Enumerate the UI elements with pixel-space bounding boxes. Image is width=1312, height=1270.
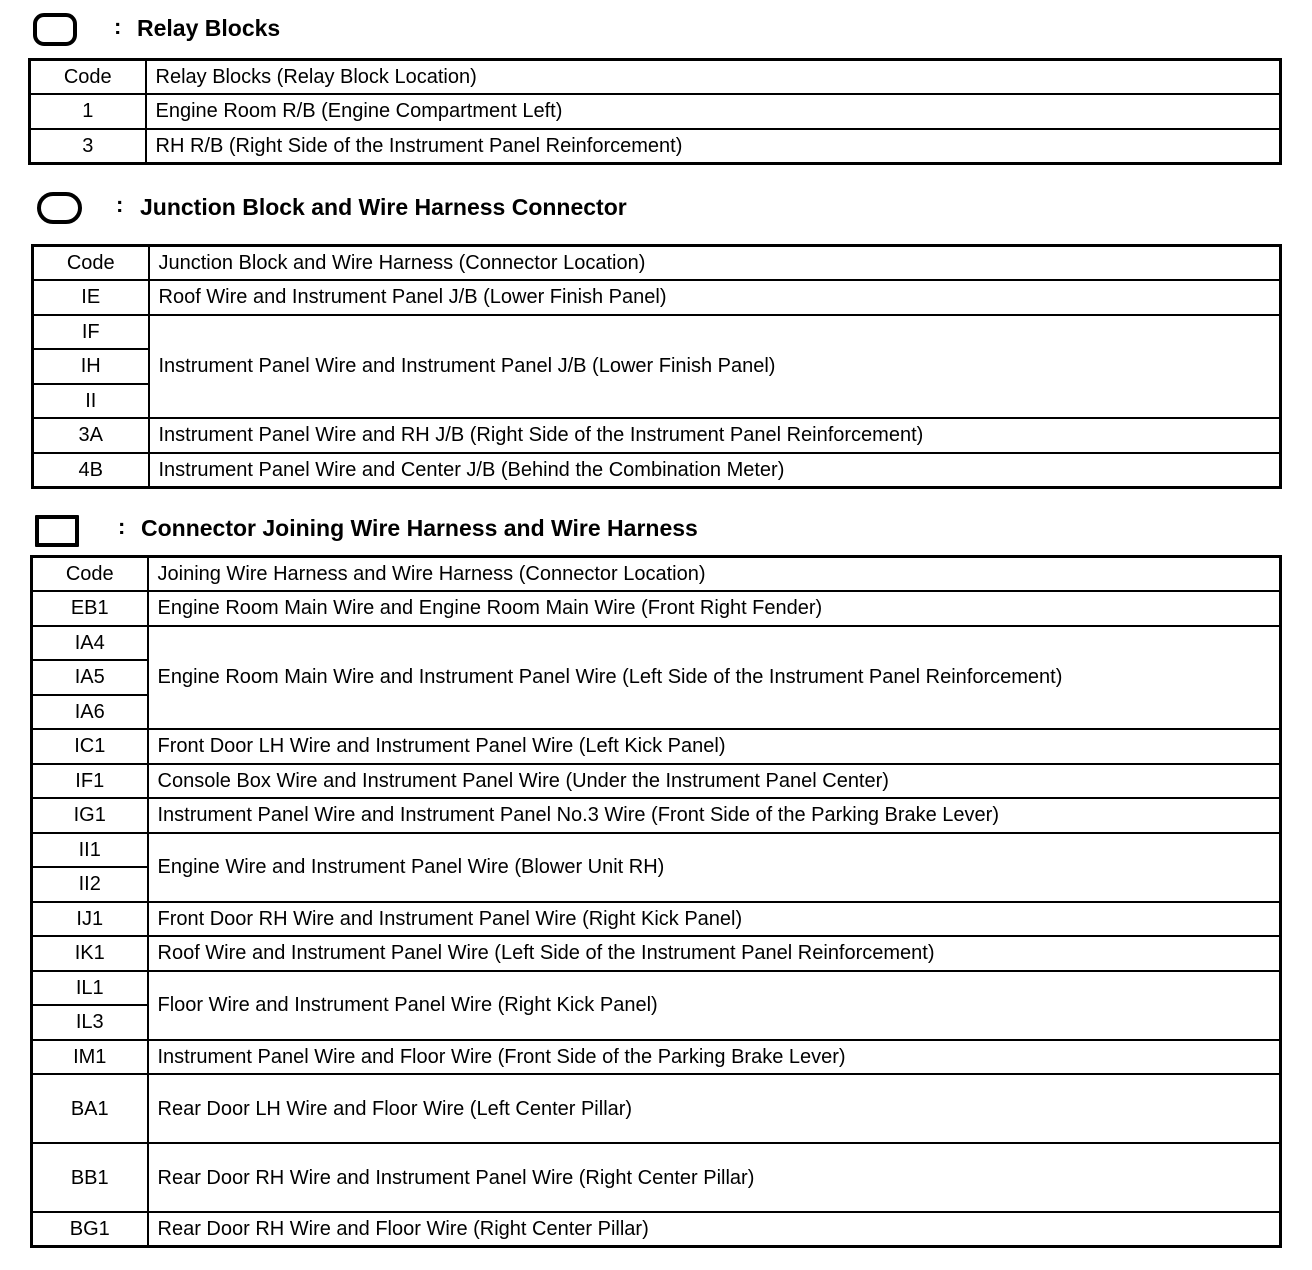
- code-cell: IJ1: [32, 902, 148, 937]
- table-row: [32, 764, 1281, 799]
- description-cell: Instrument Panel Wire and Instrument Panel No.3 Wire (Front Side of the Parking Brake Lever): [148, 798, 1281, 833]
- code-cell: IF: [33, 315, 149, 350]
- code-cell: IA4: [32, 626, 148, 661]
- description-cell: Engine Room Main Wire and Engine Room Main Wire (Front Right Fender): [148, 591, 1281, 626]
- description-cell: Engine Room R/B (Engine Compartment Left): [146, 94, 1281, 129]
- description-cell: Instrument Panel Wire and RH J/B (Right Side of the Instrument Panel Reinforcement): [149, 418, 1281, 453]
- code-cell: II1: [32, 833, 148, 868]
- code-cell: 4B: [33, 453, 149, 488]
- description-cell: RH R/B (Right Side of the Instrument Panel Reinforcement): [146, 129, 1281, 164]
- code-cell: EB1: [32, 591, 148, 626]
- description-cell: Roof Wire and Instrument Panel Wire (Left Side of the Instrument Panel Reinforcement): [148, 936, 1281, 971]
- description-header: Joining Wire Harness and Wire Harness (Connector Location): [148, 557, 1281, 592]
- table-row: [30, 94, 1281, 129]
- table-row: [32, 1143, 1281, 1212]
- description-cell: Rear Door RH Wire and Instrument Panel Wire (Right Center Pillar): [148, 1143, 1281, 1212]
- table-row: [32, 936, 1281, 971]
- description-cell: Front Door RH Wire and Instrument Panel Wire (Right Kick Panel): [148, 902, 1281, 937]
- code-cell: IE: [33, 280, 149, 315]
- description-cell: Roof Wire and Instrument Panel J/B (Lower Finish Panel): [149, 280, 1281, 315]
- table-row: [32, 1074, 1281, 1143]
- colon: :: [116, 192, 124, 217]
- code-cell: II: [33, 384, 149, 419]
- code-cell: 3: [30, 129, 146, 164]
- table-row: [32, 626, 1281, 661]
- code-header: Code: [32, 557, 148, 592]
- description-cell: Instrument Panel Wire and Center J/B (Behind the Combination Meter): [149, 453, 1281, 488]
- description-cell: Floor Wire and Instrument Panel Wire (Right Kick Panel): [148, 971, 1281, 1040]
- code-cell: II2: [32, 867, 148, 902]
- oval-icon: [37, 192, 82, 224]
- table-row: [33, 315, 1281, 350]
- code-cell: IG1: [32, 798, 148, 833]
- code-cell: IL1: [32, 971, 148, 1006]
- description-cell: Instrument Panel Wire and Floor Wire (Front Side of the Parking Brake Lever): [148, 1040, 1281, 1075]
- code-cell: BB1: [32, 1143, 148, 1212]
- table-row: [32, 971, 1281, 1006]
- table-row: [33, 418, 1281, 453]
- code-cell: BG1: [32, 1212, 148, 1247]
- description-header: Junction Block and Wire Harness (Connector Location): [149, 246, 1281, 281]
- square-icon: [35, 515, 79, 547]
- description-cell: Engine Wire and Instrument Panel Wire (Blower Unit RH): [148, 833, 1281, 902]
- description-cell: Console Box Wire and Instrument Panel Wire (Under the Instrument Panel Center): [148, 764, 1281, 799]
- description-cell: Rear Door RH Wire and Floor Wire (Right Center Pillar): [148, 1212, 1281, 1247]
- table-row: [32, 1212, 1281, 1247]
- section-title: Junction Block and Wire Harness Connector: [140, 194, 627, 220]
- section-title: Relay Blocks: [137, 15, 281, 41]
- code-cell: 1: [30, 94, 146, 129]
- code-cell: IF1: [32, 764, 148, 799]
- code-cell: IC1: [32, 729, 148, 764]
- colon: :: [118, 514, 126, 539]
- section-title: Connector Joining Wire Harness and Wire Harness: [141, 515, 698, 541]
- code-cell: IH: [33, 349, 149, 384]
- table-row: [32, 902, 1281, 937]
- table-row: [32, 798, 1281, 833]
- junction-block-table: [31, 244, 1282, 489]
- description-cell: Instrument Panel Wire and Instrument Panel J/B (Lower Finish Panel): [149, 315, 1281, 419]
- table-header-row: [33, 246, 1281, 281]
- code-cell: IK1: [32, 936, 148, 971]
- rounded-rectangle-icon: [33, 13, 77, 46]
- colon: :: [114, 14, 122, 39]
- table-row: [32, 833, 1281, 868]
- table-row: [30, 129, 1281, 164]
- table-row: [32, 591, 1281, 626]
- code-cell: IA5: [32, 660, 148, 695]
- code-cell: IA6: [32, 695, 148, 730]
- description-cell: Rear Door LH Wire and Floor Wire (Left Center Pillar): [148, 1074, 1281, 1143]
- table-row: [33, 280, 1281, 315]
- table-row: [32, 729, 1281, 764]
- code-cell: IM1: [32, 1040, 148, 1075]
- relay-blocks-table: [28, 58, 1282, 165]
- code-cell: 3A: [33, 418, 149, 453]
- code-cell: IL3: [32, 1005, 148, 1040]
- table-row: [32, 1040, 1281, 1075]
- code-header: Code: [30, 60, 146, 95]
- description-cell: Front Door LH Wire and Instrument Panel Wire (Left Kick Panel): [148, 729, 1281, 764]
- code-header: Code: [33, 246, 149, 281]
- description-cell: Engine Room Main Wire and Instrument Panel Wire (Left Side of the Instrument Panel Reinforcement): [148, 626, 1281, 730]
- code-cell: BA1: [32, 1074, 148, 1143]
- description-header: Relay Blocks (Relay Block Location): [146, 60, 1281, 95]
- table-header-row: [30, 60, 1281, 95]
- table-row: [33, 453, 1281, 488]
- table-header-row: [32, 557, 1281, 592]
- connector-joining-table: [30, 555, 1282, 1248]
